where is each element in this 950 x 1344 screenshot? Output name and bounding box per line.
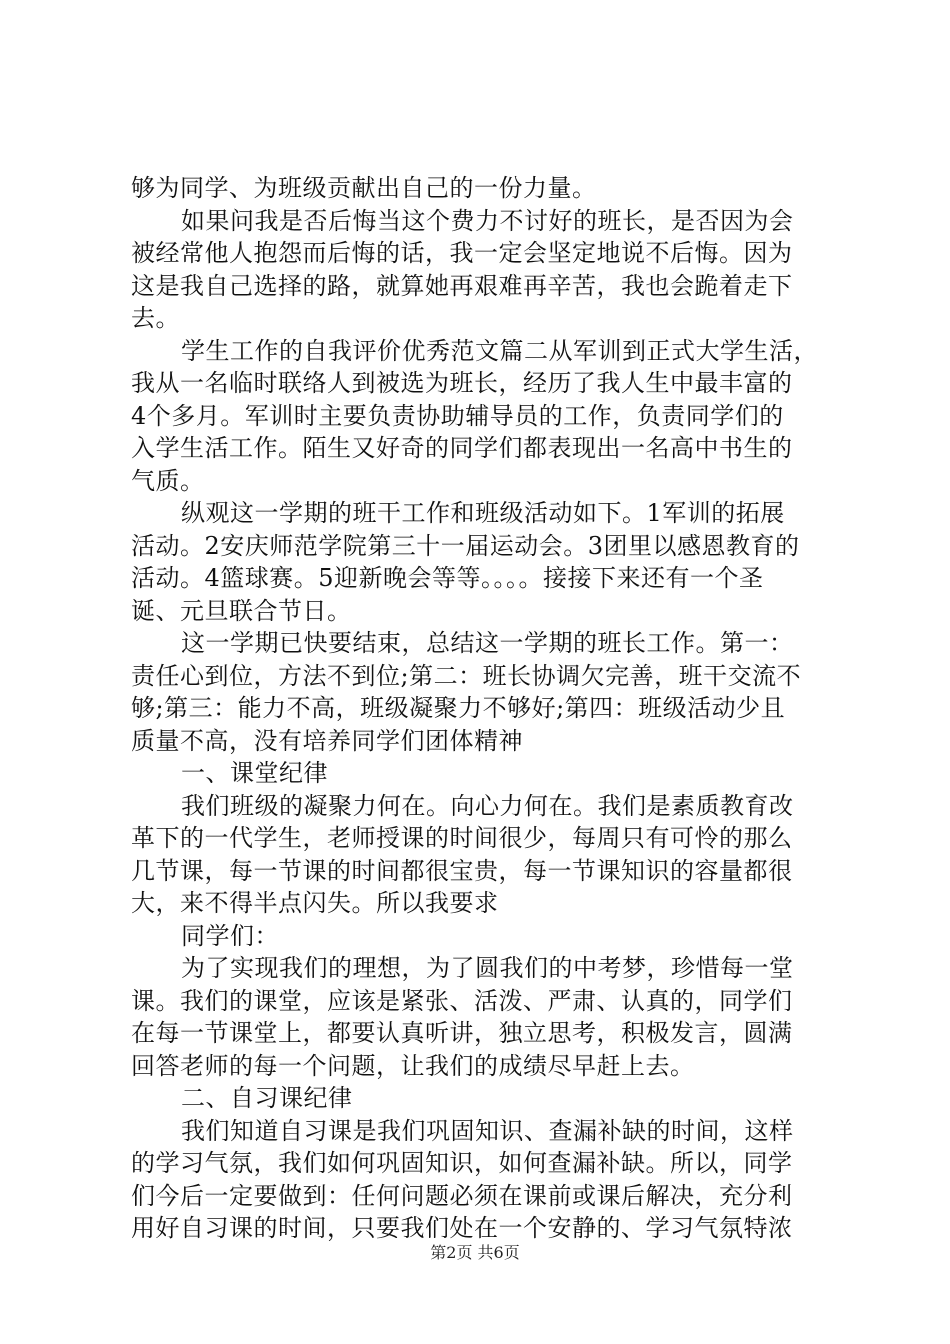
text-line: 4个多月。军训时主要负责协助辅导员的工作，负责同学们的 [131,401,784,430]
text-line: 够为同学、为班级贡献出自己的一份力量。 [131,174,597,202]
text-line: 们今后一定要做到：任何问题必须在课前或课后解决，充分利 [131,1181,793,1210]
text-line: 责任心到位，方法不到位;第二：班长协调欠完善，班干交流不 [131,661,802,690]
text-line: 同学们： [181,921,279,950]
text-line: 诞、元旦联合节日。 [131,596,352,625]
text-line: 被经常他人抱怨而后悔的话，我一定会坚定地说不后悔。因为 [131,239,793,267]
text-line: 这是我自己选择的路，就算她再艰难再辛苦，我也会跪着走下 [131,271,793,300]
text-line: 活动。2安庆师范学院第三十一届运动会。3团里以感恩教育的 [131,531,800,560]
text-line: 够;第三：能力不高，班级凝聚力不够好;第四：班级活动少且 [131,694,786,722]
text-line: 质量不高，没有培养同学们团体精神 [131,726,523,755]
text-line: 纵观这一学期的班干工作和班级活动如下。1军训的拓展 [181,499,785,527]
text-line: 回答老师的每一个问题，让我们的成绩尽早赶上去。 [131,1051,695,1080]
text-line: 大，来不得半点闪失。所以我要求 [131,889,499,917]
text-line: 入学生活工作。陌生又好奇的同学们都表现出一名高中书生的 [131,434,793,462]
text-line: 活动。4篮球赛。5迎新晚会等等。。。。接接下来还有一个圣 [131,564,764,592]
text-line: 为了实现我们的理想，为了圆我们的中考梦，珍惜每一堂 [181,954,794,982]
text-line: 革下的一代学生，老师授课的时间很少，每周只有可怜的那么 [131,824,793,852]
text-line: 在每一节课堂上，都要认真听讲，独立思考，积极发言，圆满 [131,1019,793,1047]
text-line: 课。我们的课堂，应该是紧张、活泼、严肃、认真的，同学们 [131,986,793,1015]
document-body [131,172,831,1245]
text-line: 气质。 [131,466,205,495]
text-line: 一、课堂纪律 [181,759,328,787]
text-line: 几节课，每一节课的时间都很宝贵，每一节课知识的容量都很 [131,856,793,885]
text-line: 我们班级的凝聚力何在。向心力何在。我们是素质教育改 [181,791,794,820]
text-line: 学生工作的自我评价优秀范文篇二从军训到正式大学生活， [181,336,818,365]
text-line: 用好自习课的时间，只要我们处在一个安静的、学习气氛特浓 [131,1214,793,1242]
text-line: 我从一名临时联络人到被选为班长，经历了我人生中最丰富的 [131,369,793,397]
text-line: 我们知道自习课是我们巩固知识、查漏补缺的时间，这样 [181,1116,794,1145]
text-line: 去。 [131,304,180,332]
text-line: 如果问我是否后悔当这个费力不讨好的班长，是否因为会 [181,206,794,235]
page-footer: 第2页 共6页 [430,1243,520,1262]
text-line: 的学习气氛，我们如何巩固知识，如何查漏补缺。所以，同学 [131,1149,793,1177]
text-line: 这一学期已快要结束，总结这一学期的班长工作。第一： [181,629,794,657]
text-line: 二、自习课纪律 [181,1084,353,1112]
